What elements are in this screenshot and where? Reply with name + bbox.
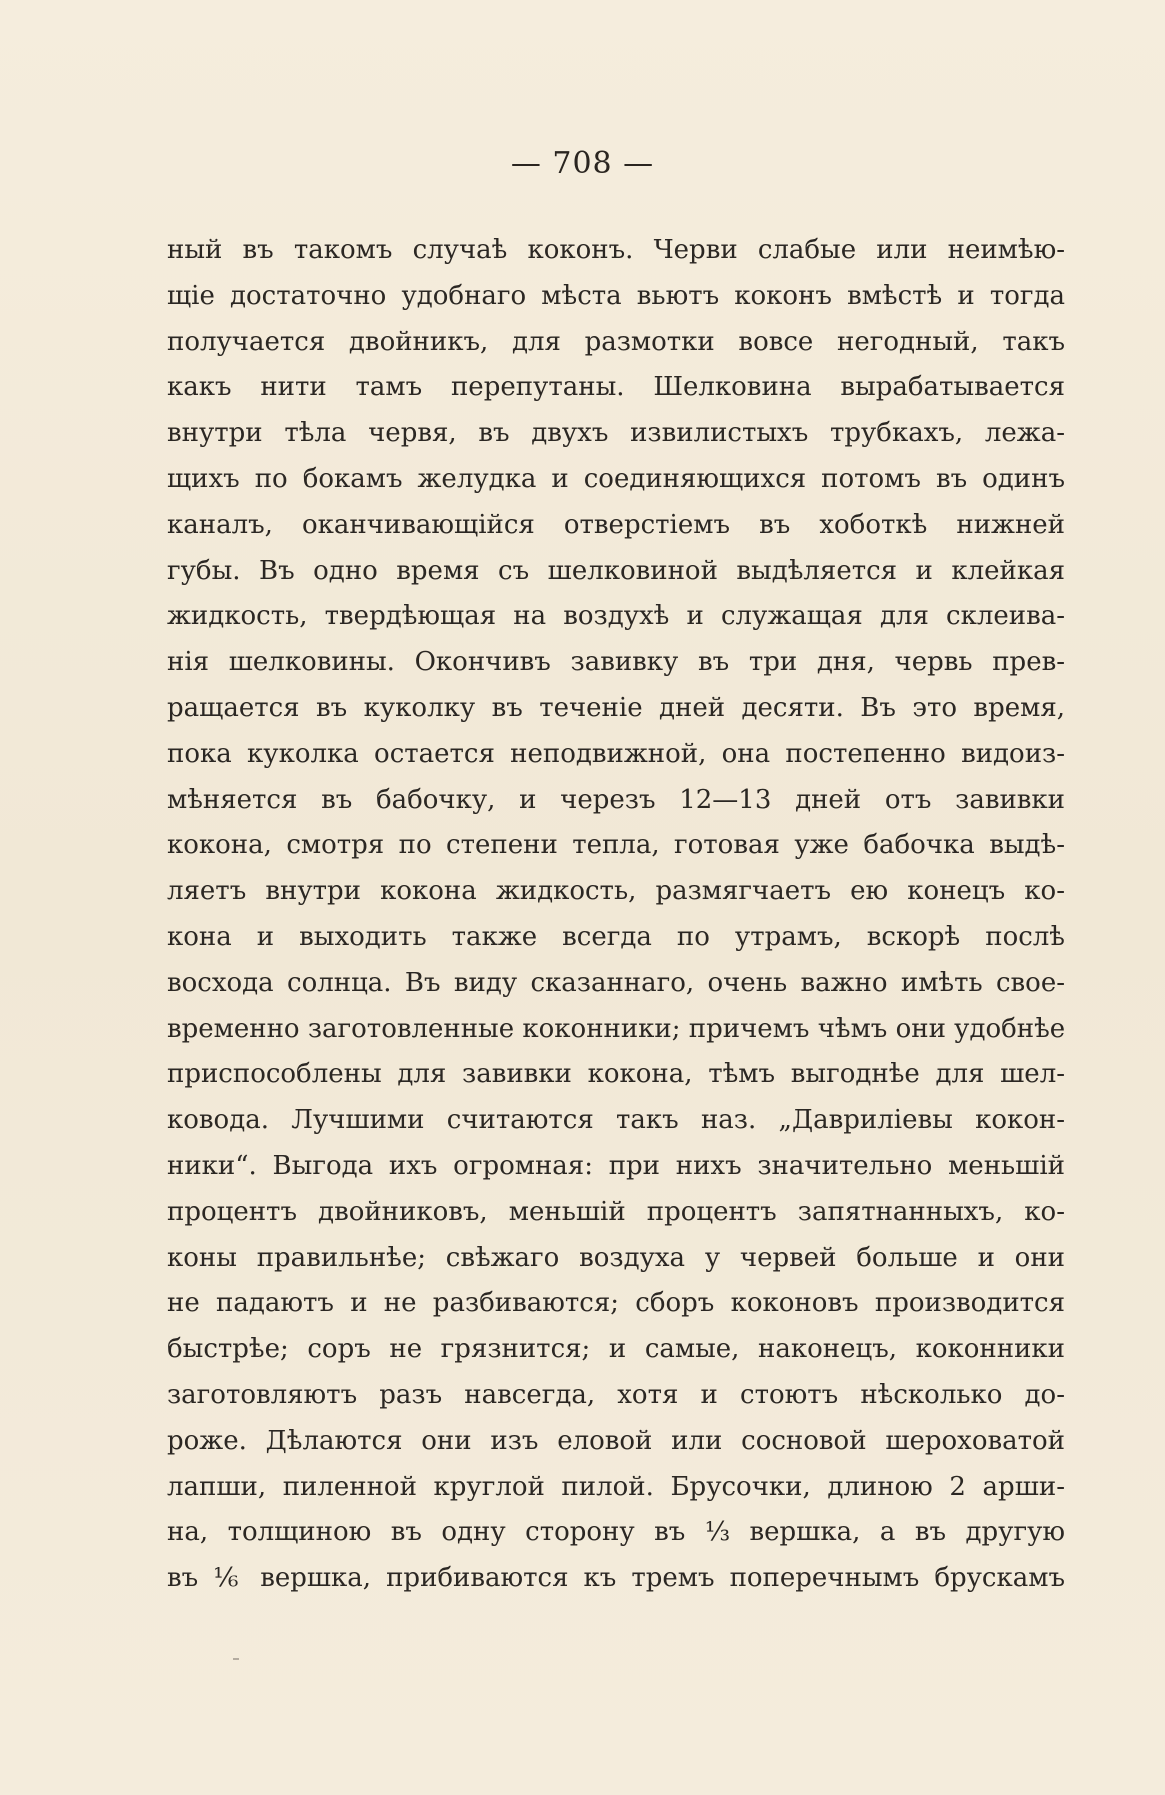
text-line: восхода солнца. Въ виду сказаннаго, очень важно имѣть свое-	[167, 967, 1065, 998]
text-line: временно заготовленные коконники; причемъ чѣмъ они удобнѣе	[167, 1013, 1065, 1044]
text-line: пока куколка остается неподвижной, она постепенно видоиз-	[167, 738, 1065, 769]
text-line: ковода. Лучшими считаются такъ наз. „Давриліевы кокон-	[167, 1105, 1065, 1136]
text-line: приспособлены для завивки кокона, тѣмъ выгоднѣе для шел-	[167, 1059, 1065, 1090]
text-line: процентъ двойниковъ, меньшій процентъ запятнанныхъ, ко-	[167, 1196, 1065, 1227]
text-line: ращается въ куколку въ теченіе дней десяти. Въ это время,	[167, 692, 1065, 723]
text-line: внутри тѣла червя, въ двухъ извилистыхъ трубкахъ, лежа-	[167, 418, 1065, 449]
text-line: коны правильнѣе; свѣжаго воздуха у червей больше и они	[167, 1242, 1065, 1273]
text-line: быстрѣе; соръ не грязнится; и самые, наконецъ, коконники	[167, 1334, 1065, 1365]
text-line: получается двойникъ, для размотки вовсе негодный, такъ	[167, 326, 1065, 357]
page-number: — 708 —	[510, 146, 655, 181]
text-line: щіе достаточно удобнаго мѣста вьютъ коконъ вмѣстѣ и тогда	[167, 280, 1065, 311]
body-text	[167, 228, 1065, 1602]
text-line: кокона, смотря по степени тепла, готовая уже бабочка выдѣ-	[167, 830, 1065, 861]
text-line: ный въ такомъ случаѣ коконъ. Черви слабые или неимѣю-	[167, 235, 1065, 265]
text-line: заготовляютъ разъ навсегда, хотя и стоютъ нѣсколько до-	[167, 1379, 1065, 1410]
text-line: каналъ, оканчивающійся отверстіемъ въ хоботкѣ нижней	[167, 509, 1065, 540]
text-line: кона и выходить также всегда по утрамъ, вскорѣ послѣ	[167, 921, 1065, 952]
text-line: жидкость, твердѣющая на воздухѣ и служащая для склеива-	[167, 601, 1065, 632]
paper-speck	[233, 1658, 239, 1660]
text-line: какъ нити тамъ перепутаны. Шелковина вырабатывается	[167, 372, 1065, 403]
text-line: губы. Въ одно время съ шелковиной выдѣляется и клейкая	[167, 555, 1065, 586]
text-line: не падаютъ и не разбиваются; сборъ коконовъ производится	[167, 1288, 1065, 1319]
text-line: на, толщиною въ одну сторону въ ⅓ вершка, а въ другую	[167, 1517, 1065, 1548]
text-line: лапши, пиленной круглой пилой. Брусочки, длиною 2 арши-	[167, 1471, 1065, 1502]
text-line: въ ⅙ вершка, прибиваются къ тремъ поперечнымъ брускамъ	[167, 1563, 1065, 1594]
text-line: мѣняется въ бабочку, и черезъ 12—13 дней отъ завивки	[167, 784, 1065, 815]
text-line: ники“. Выгода ихъ огромная: при нихъ значительно меньшій	[167, 1150, 1065, 1181]
text-line: щихъ по бокамъ желудка и соединяющихся потомъ въ одинъ	[167, 463, 1065, 494]
text-line: ляетъ внутри кокона жидкость, размягчаетъ ею конецъ ко-	[167, 876, 1065, 907]
text-line: роже. Дѣлаются они изъ еловой или сосновой шероховатой	[167, 1425, 1065, 1456]
text-line: нія шелковины. Окончивъ завивку въ три дня, червь прев-	[167, 647, 1065, 678]
